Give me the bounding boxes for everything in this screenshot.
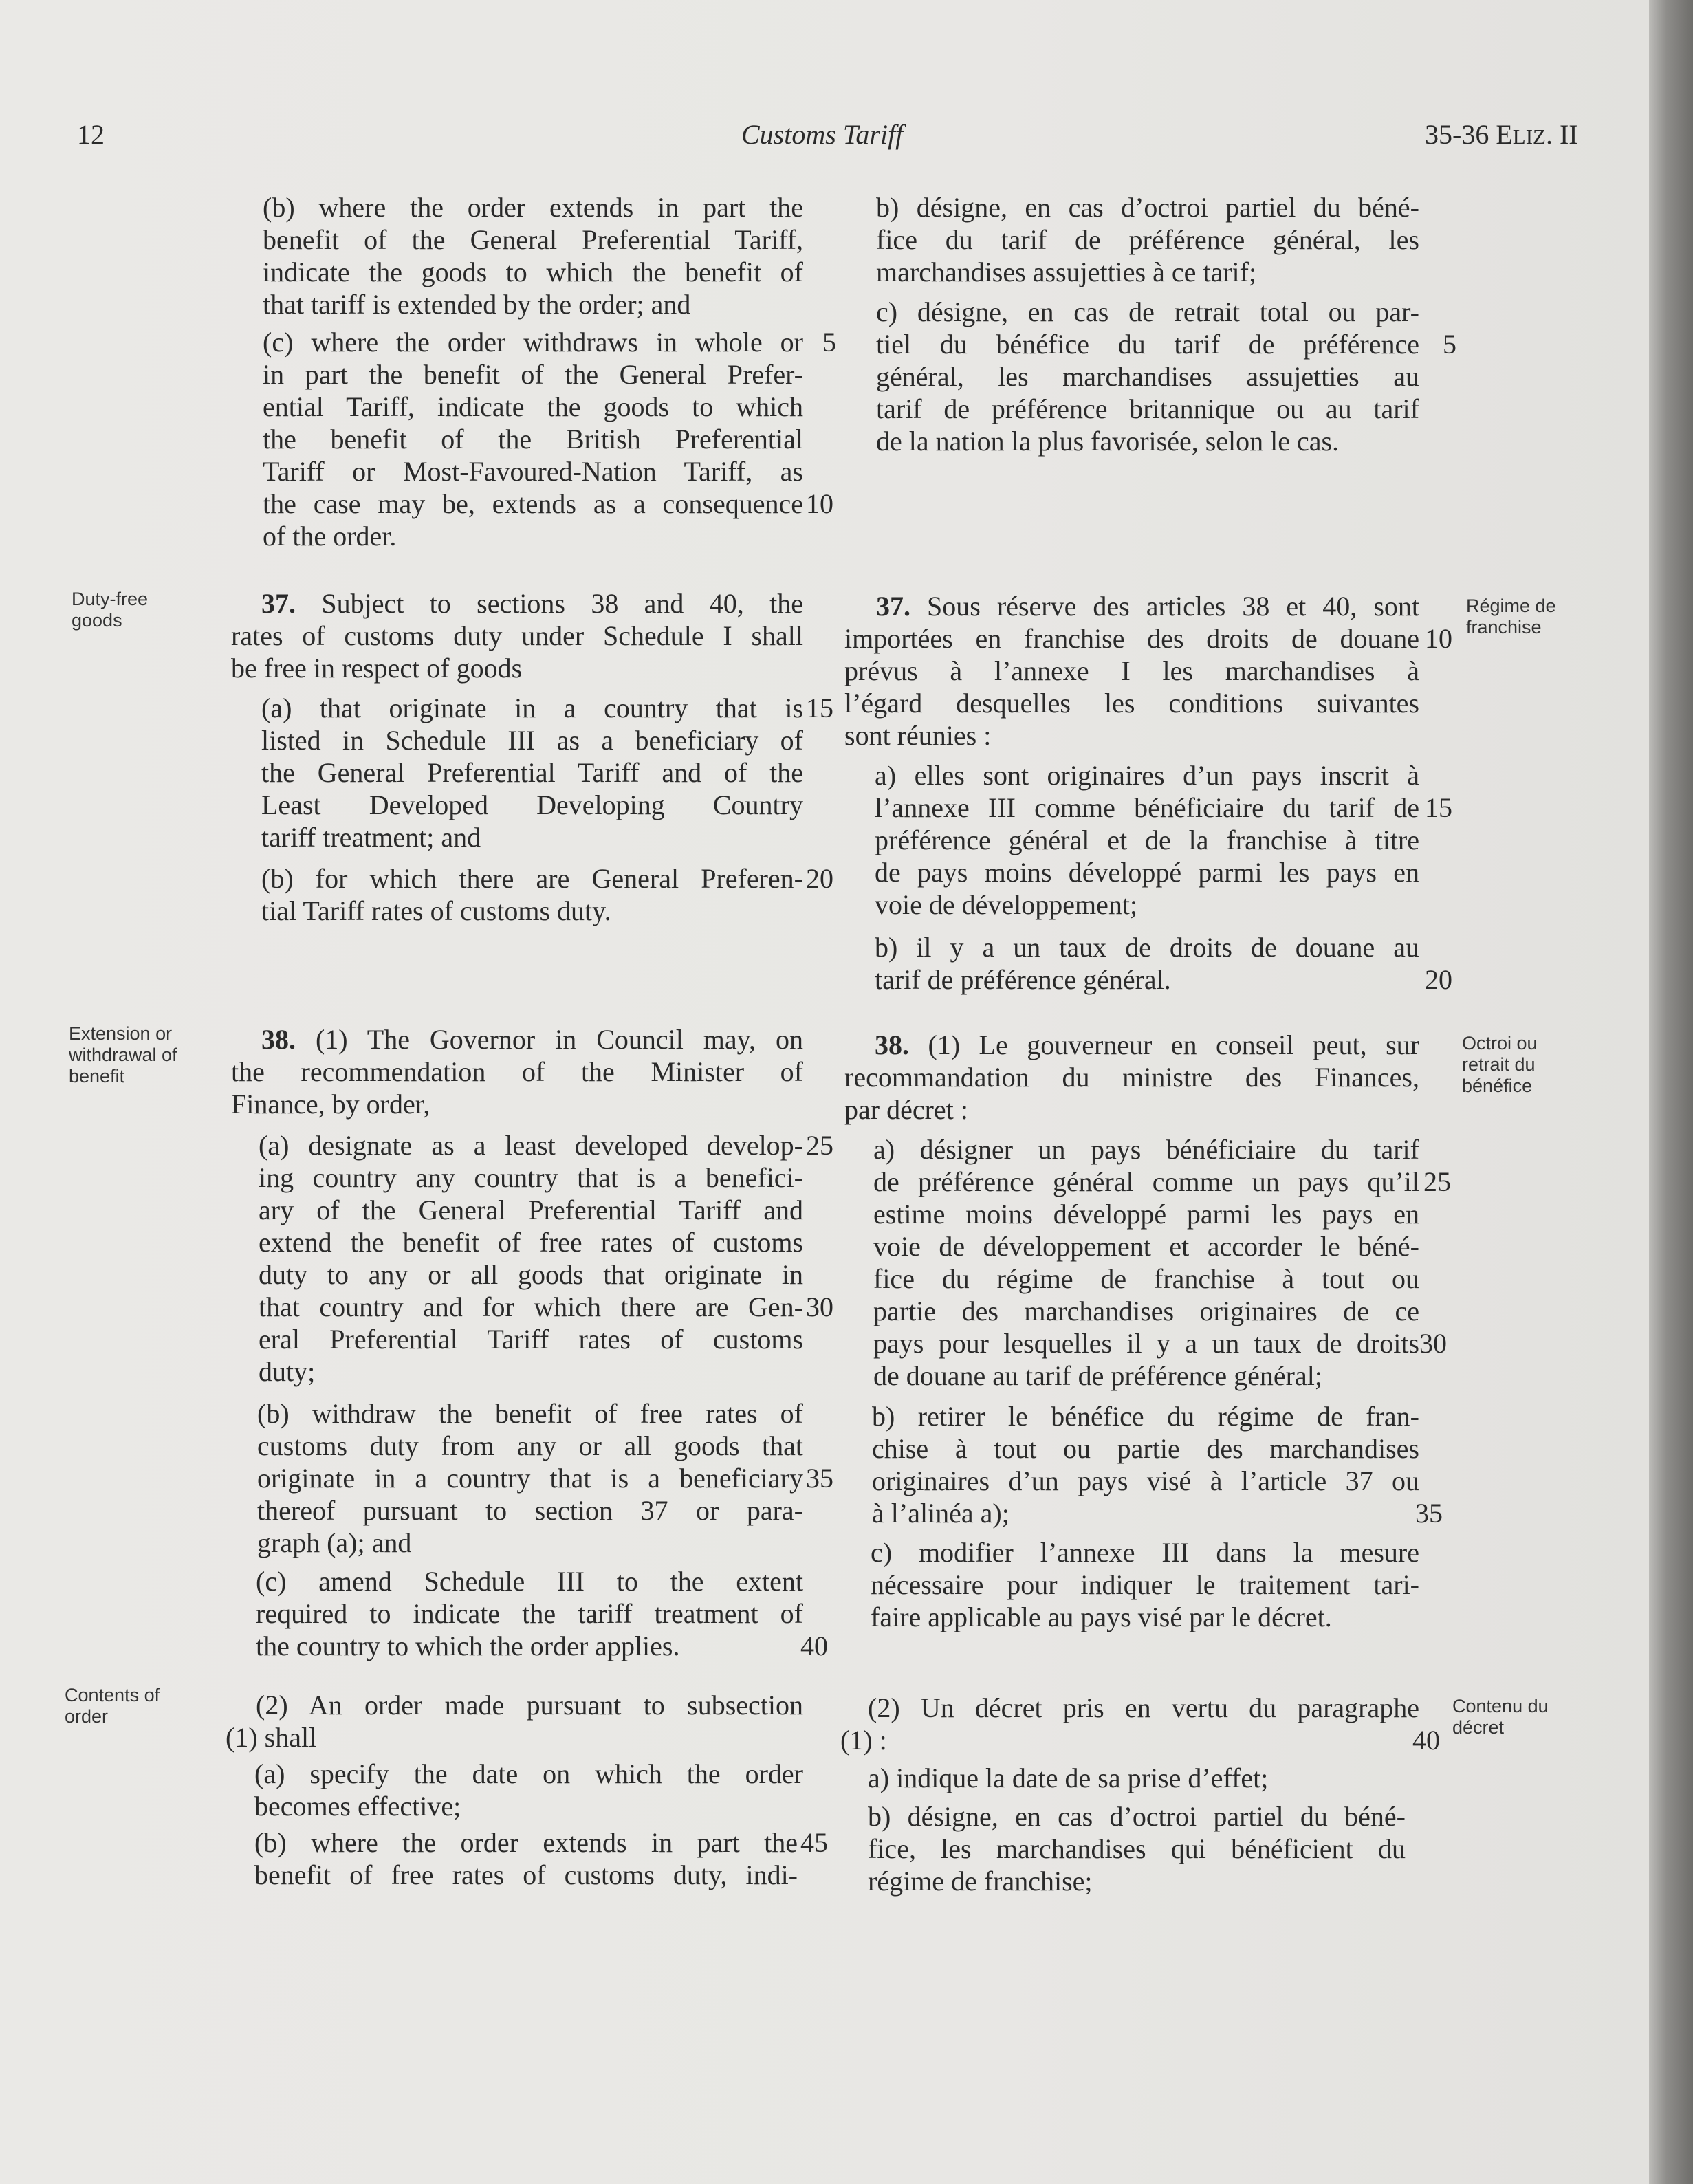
en-section-38-2-b	[254, 1826, 798, 1891]
margin-note-contents: Contents of order	[65, 1685, 160, 1727]
fr-para-c	[876, 296, 1419, 457]
text-line: à l’alinéa a);	[872, 1498, 1009, 1529]
fr-section-37-a	[875, 759, 1419, 921]
text-line: voie de développement et accorder le béné-	[873, 1231, 1419, 1262]
line-number: 20	[1425, 964, 1452, 995]
text-line: par décret :	[844, 1094, 968, 1125]
text-line: that tariff is extended by the order; and	[263, 289, 691, 320]
text-line: partie des marchandises originaires de ce	[873, 1296, 1419, 1326]
text-line: (1) :	[840, 1725, 887, 1756]
text-line: fice du régime de franchise à tout ou	[873, 1263, 1419, 1294]
text-line: sont réunies :	[844, 720, 992, 751]
fr-section-38-2	[840, 1692, 1419, 1756]
running-title: Customs Tariff	[741, 119, 904, 150]
text-line: général, les marchandises assujetties au	[876, 361, 1419, 392]
margin-note-duty-free: Duty-free goods	[72, 589, 149, 631]
text-line: voie de développement;	[875, 889, 1138, 920]
fr-section-38-a	[873, 1133, 1419, 1392]
text-line: (b) where the order extends in part the	[254, 1827, 798, 1858]
en-para-b	[263, 191, 803, 320]
en-section-37	[231, 587, 803, 684]
text-line: (a) designate as a least developed develop-	[259, 1130, 803, 1161]
text-line: Finance, by order,	[231, 1089, 430, 1120]
text-line: Least Developed Developing Country	[261, 789, 803, 820]
text-line: tiel du bénéfice du tarif de préférence	[876, 329, 1419, 360]
text-line: recommandation du ministre des Finances,	[844, 1062, 1419, 1093]
line-number: 40	[1412, 1725, 1440, 1756]
text-line: fice du tarif de préférence général, les	[876, 224, 1419, 255]
line-number: 15	[806, 692, 833, 723]
text-line: (2) Un décret pris en vertu du paragraphe	[868, 1692, 1419, 1723]
text-line: 37. Sous réserve des articles 38 et 40, sont	[876, 591, 1419, 622]
en-section-37-a	[261, 692, 803, 853]
text-line: 38. (1) Le gouverneur en conseil peut, sur	[875, 1029, 1419, 1060]
text-line: ing country any country that is a benefici-	[259, 1162, 803, 1193]
en-section-38-b	[257, 1397, 803, 1559]
text-line: (b) for which there are General Preferen-	[261, 863, 803, 894]
margin-note-extension: Extension or withdrawal of benefit	[69, 1023, 177, 1086]
page-number: 12	[77, 119, 105, 150]
fr-para-b	[876, 191, 1419, 288]
en-section-37-b	[261, 862, 803, 927]
text-line: rates of customs duty under Schedule I shall	[231, 620, 803, 651]
text-line: graph (a); and	[257, 1527, 412, 1558]
text-line: b) il y a un taux de droits de douane au	[875, 932, 1419, 963]
text-line: b) désigne, en cas d’octroi partiel du béné-	[876, 192, 1419, 223]
section-number: 37.	[876, 591, 910, 622]
text-line: benefit of the General Preferential Tariff,	[263, 224, 803, 255]
fr-section-38	[844, 1029, 1419, 1126]
en-section-38	[231, 1023, 803, 1120]
text-line: a) indique la date de sa prise d’effet;	[868, 1762, 1269, 1793]
line-number: 25	[1423, 1166, 1451, 1197]
text-line: prévus à l’annexe I les marchandises à	[844, 655, 1419, 686]
en-section-38-2-a	[254, 1758, 803, 1822]
line-number: 45	[800, 1827, 828, 1858]
text-line: ary of the General Preferential Tariff and	[259, 1194, 803, 1225]
line-number: 15	[1425, 792, 1452, 823]
text-line: becomes effective;	[254, 1791, 461, 1822]
regnal-year: 35-36 ELIZ. II	[1425, 119, 1578, 150]
text-line: be free in respect of goods	[231, 653, 523, 684]
text-line: benefit of free rates of customs duty, indi-	[254, 1859, 798, 1890]
text-line: chise à tout ou partie des marchandises	[872, 1433, 1419, 1464]
text-line: required to indicate the tariff treatment of	[256, 1598, 803, 1629]
text-line: (b) where the order extends in part the	[263, 192, 803, 223]
text-line: extend the benefit of free rates of customs	[259, 1227, 803, 1258]
text-line: that country and for which there are Gen-	[259, 1291, 803, 1322]
text-line: 37. Subject to sections 38 and 40, the	[261, 588, 803, 619]
text-line: de pays moins développé parmi les pays en	[875, 857, 1419, 888]
line-number: 25	[806, 1130, 833, 1161]
fr-section-38-2-a	[868, 1762, 1419, 1794]
text-line: de la nation la plus favorisée, selon le cas.	[876, 426, 1340, 457]
en-para-c	[263, 326, 803, 552]
text-line: tariff treatment; and	[261, 822, 481, 853]
text-line: originaires d’un pays visé à l’article 37 ou	[872, 1465, 1419, 1496]
line-number: 30	[1419, 1328, 1447, 1359]
text-line: marchandises assujetties à ce tarif;	[876, 256, 1257, 287]
margin-note-contenu: Contenu du décret	[1452, 1696, 1549, 1738]
text-line: the recommendation of the Minister of	[231, 1056, 803, 1087]
fr-section-38-b	[872, 1400, 1419, 1529]
text-line: l’annexe III comme bénéficiaire du tarif de	[875, 792, 1419, 823]
text-line: estime moins développé parmi les pays en	[873, 1199, 1419, 1230]
text-line: (c) amend Schedule III to the extent	[256, 1566, 803, 1597]
text-line: (b) withdraw the benefit of free rates of	[257, 1398, 803, 1429]
text-line: a) elles sont originaires d’un pays inscrit à	[875, 760, 1419, 791]
text-line: thereof pursuant to section 37 or para-	[257, 1495, 803, 1526]
fr-section-38-2-b	[868, 1800, 1406, 1897]
fr-section-38-c	[871, 1536, 1419, 1633]
text-line: a) désigner un pays bénéficiaire du tarif	[873, 1134, 1419, 1165]
line-number: 35	[806, 1463, 833, 1494]
text-line: c) désigne, en cas de retrait total ou par-	[876, 296, 1419, 327]
line-number: 10	[806, 488, 833, 519]
fr-section-37	[844, 590, 1419, 752]
line-number: 5	[1443, 329, 1456, 360]
text-line: the benefit of the British Preferential	[263, 424, 803, 455]
text-line: de douane au tarif de préférence général;	[873, 1360, 1322, 1391]
page-edge	[1649, 0, 1693, 2184]
text-line: b) désigne, en cas d’octroi partiel du béné-	[868, 1801, 1406, 1832]
section-number: 38.	[261, 1024, 296, 1055]
text-line: indicate the goods to which the benefit of	[263, 256, 803, 287]
fr-section-37-b	[875, 931, 1419, 996]
margin-note-regime: Régime de franchise	[1466, 596, 1556, 637]
text-line: (a) that originate in a country that is	[261, 692, 803, 723]
text-line: de préférence général comme un pays qu’il	[873, 1166, 1419, 1197]
text-line: importées en franchise des droits de douane	[844, 623, 1419, 654]
section-number: 38.	[875, 1029, 909, 1060]
text-line: customs duty from any or all goods that	[257, 1430, 803, 1461]
line-number: 40	[800, 1630, 828, 1661]
text-line: préférence général et de la franchise à titre	[875, 825, 1419, 855]
text-line: (2) An order made pursuant to subsection	[256, 1690, 803, 1721]
text-line: pays pour lesquelles il y a un taux de droits	[873, 1328, 1419, 1359]
text-line: of the order.	[263, 521, 397, 552]
line-number: 20	[806, 863, 833, 894]
text-line: l’égard desquelles les conditions suivantes	[844, 688, 1419, 719]
text-line: ential Tariff, indicate the goods to which	[263, 391, 803, 422]
text-line: listed in Schedule III as a beneficiary of	[261, 725, 803, 756]
line-number: 35	[1415, 1498, 1443, 1529]
text-line: b) retirer le bénéfice du régime de fran-	[872, 1401, 1419, 1432]
en-section-38-2	[226, 1689, 803, 1754]
en-section-38-a	[259, 1129, 803, 1388]
line-number: 10	[1425, 623, 1452, 654]
text-line: régime de franchise;	[868, 1866, 1093, 1897]
text-line: tial Tariff rates of customs duty.	[261, 895, 611, 926]
text-line: tarif de préférence britannique ou au tarif	[876, 393, 1419, 424]
text-line: faire applicable au pays visé par le décret.	[871, 1602, 1332, 1632]
text-line: fice, les marchandises qui bénéficient du	[868, 1833, 1406, 1864]
text-line: originate in a country that is a beneficiary	[257, 1463, 803, 1494]
text-line: c) modifier l’annexe III dans la mesure	[871, 1537, 1419, 1568]
text-line: (c) where the order withdraws in whole or	[263, 327, 803, 358]
text-line: nécessaire pour indiquer le traitement tari-	[871, 1569, 1419, 1600]
text-line: 38. (1) The Governor in Council may, on	[261, 1024, 803, 1055]
text-line: tarif de préférence général.	[875, 964, 1171, 995]
text-line: duty to any or all goods that originate in	[259, 1259, 803, 1290]
text-line: the case may be, extends as a consequence	[263, 488, 803, 519]
text-line: Tariff or Most-Favoured-Nation Tariff, as	[263, 456, 803, 487]
text-line: the country to which the order applies.	[256, 1630, 680, 1661]
en-section-38-c	[256, 1565, 803, 1662]
text-line: (1) shall	[226, 1722, 317, 1753]
text-line: the General Preferential Tariff and of the	[261, 757, 803, 788]
line-number: 30	[806, 1291, 833, 1322]
text-line: in part the benefit of the General Prefer-	[263, 359, 803, 390]
text-line: (a) specify the date on which the order	[254, 1758, 803, 1789]
text-line: eral Preferential Tariff rates of customs	[259, 1324, 803, 1355]
text-line: duty;	[259, 1356, 316, 1387]
margin-note-octroi: Octroi ou retrait du bénéfice	[1462, 1033, 1538, 1096]
line-number: 5	[822, 327, 836, 358]
section-number: 37.	[261, 588, 296, 619]
